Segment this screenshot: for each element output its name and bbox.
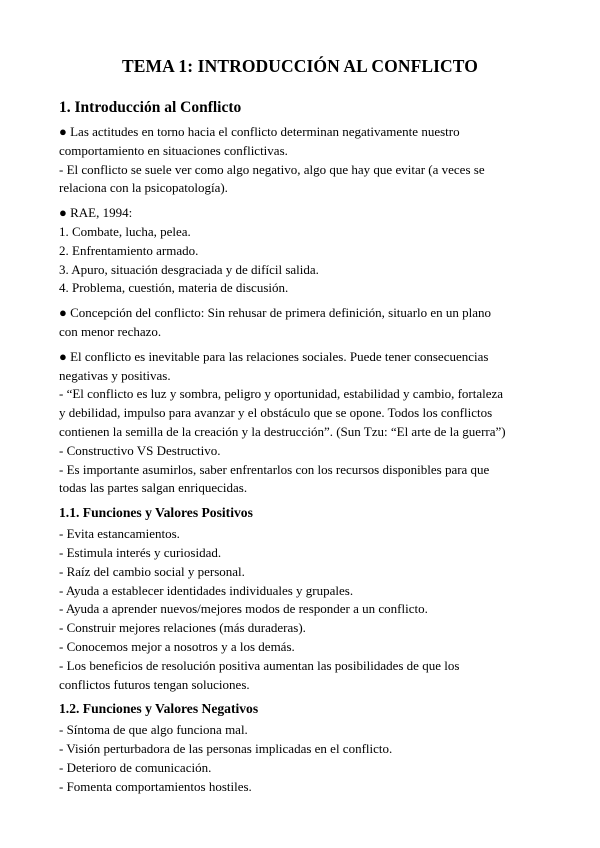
text-line: ● El conflicto es inevitable para las relaciones sociales. Puede tener consecuencias [59,348,489,364]
text-line: ● RAE, 1994: [59,205,133,221]
section-1-1-body [59,525,541,694]
section-1-heading: 1. Introducción al Conflicto [59,99,242,116]
text-line: - Construir mejores relaciones (más duraderas). [59,620,306,636]
text-line: - Los beneficios de resolución positiva aumentan las posibilidades de que los [59,657,460,673]
text-line: comportamiento en situaciones conflictivas. [59,142,288,158]
text-line: - Síntoma de que algo funciona mal. [59,722,248,738]
text-line: - “El conflicto es luz y sombra, peligro y oportunidad, estabilidad y cambio, fortaleza [59,386,504,402]
text-line: relaciona con la psicopatología). [59,180,228,196]
text-line: - Estimula interés y curiosidad. [59,544,222,560]
text-line: - Deterioro de comunicación. [59,759,212,775]
text-line: - Fomenta comportamientos hostiles. [59,778,252,794]
text-line: contienen la semilla de la creación y la destrucción”. (Sun Tzu: “El arte de la guerra”) [59,423,506,439]
text-line: - Ayuda a establecer identidades individuales y grupales. [59,582,354,598]
text-line: 3. Apuro, situación desgraciada y de difícil salida. [59,261,319,277]
text-line: conflictos futuros tengan soluciones. [59,676,250,692]
text-line: 1. Combate, lucha, pelea. [59,223,191,239]
text-line: ● Concepción del conflicto: Sin rehusar de primera definición, situarlo en un plano [59,305,492,321]
text-line: 2. Enfrentamiento armado. [59,242,199,258]
text-line: - Evita estancamientos. [59,526,180,542]
text-line: ● Las actitudes en torno hacia el conflicto determinan negativamente nuestro [59,124,460,139]
section-1-2-body [59,721,541,796]
text-line: - Raíz del cambio social y personal. [59,563,245,579]
text-line: - Visión perturbadora de las personas implicadas en el conflicto. [59,741,393,757]
text-line: 4. Problema, cuestión, materia de discusión. [59,280,289,296]
section-1-2-heading: 1.2. Funciones y Valores Negativos [59,701,259,717]
text-line: - Conocemos mejor a nosotros y a los demás. [59,638,295,654]
text-line: todas las partes salgan enriquecidas. [59,480,248,496]
section-1-1-heading: 1.1. Funciones y Valores Positivos [59,505,253,521]
text-line: - El conflicto se suele ver como algo negativo, algo que hay que evitar (a veces se [59,161,485,177]
text-line: - Constructivo VS Destructivo. [59,442,221,458]
section-1-body [59,123,541,498]
text-line: con menor rechazo. [59,323,162,339]
document-title: TEMA 1: INTRODUCCIÓN AL CONFLICTO [122,56,478,76]
text-line: y debilidad, impulso para avanzar y el obstáculo que se opone. Todos los conflictos [59,405,493,421]
text-line: - Ayuda a aprender nuevos/mejores modos de responder a un conflicto. [59,601,428,617]
text-line: - Es importante asumirlos, saber enfrentarlos con los recursos disponibles para que [59,461,490,477]
text-line: negativas y positivas. [59,367,171,383]
